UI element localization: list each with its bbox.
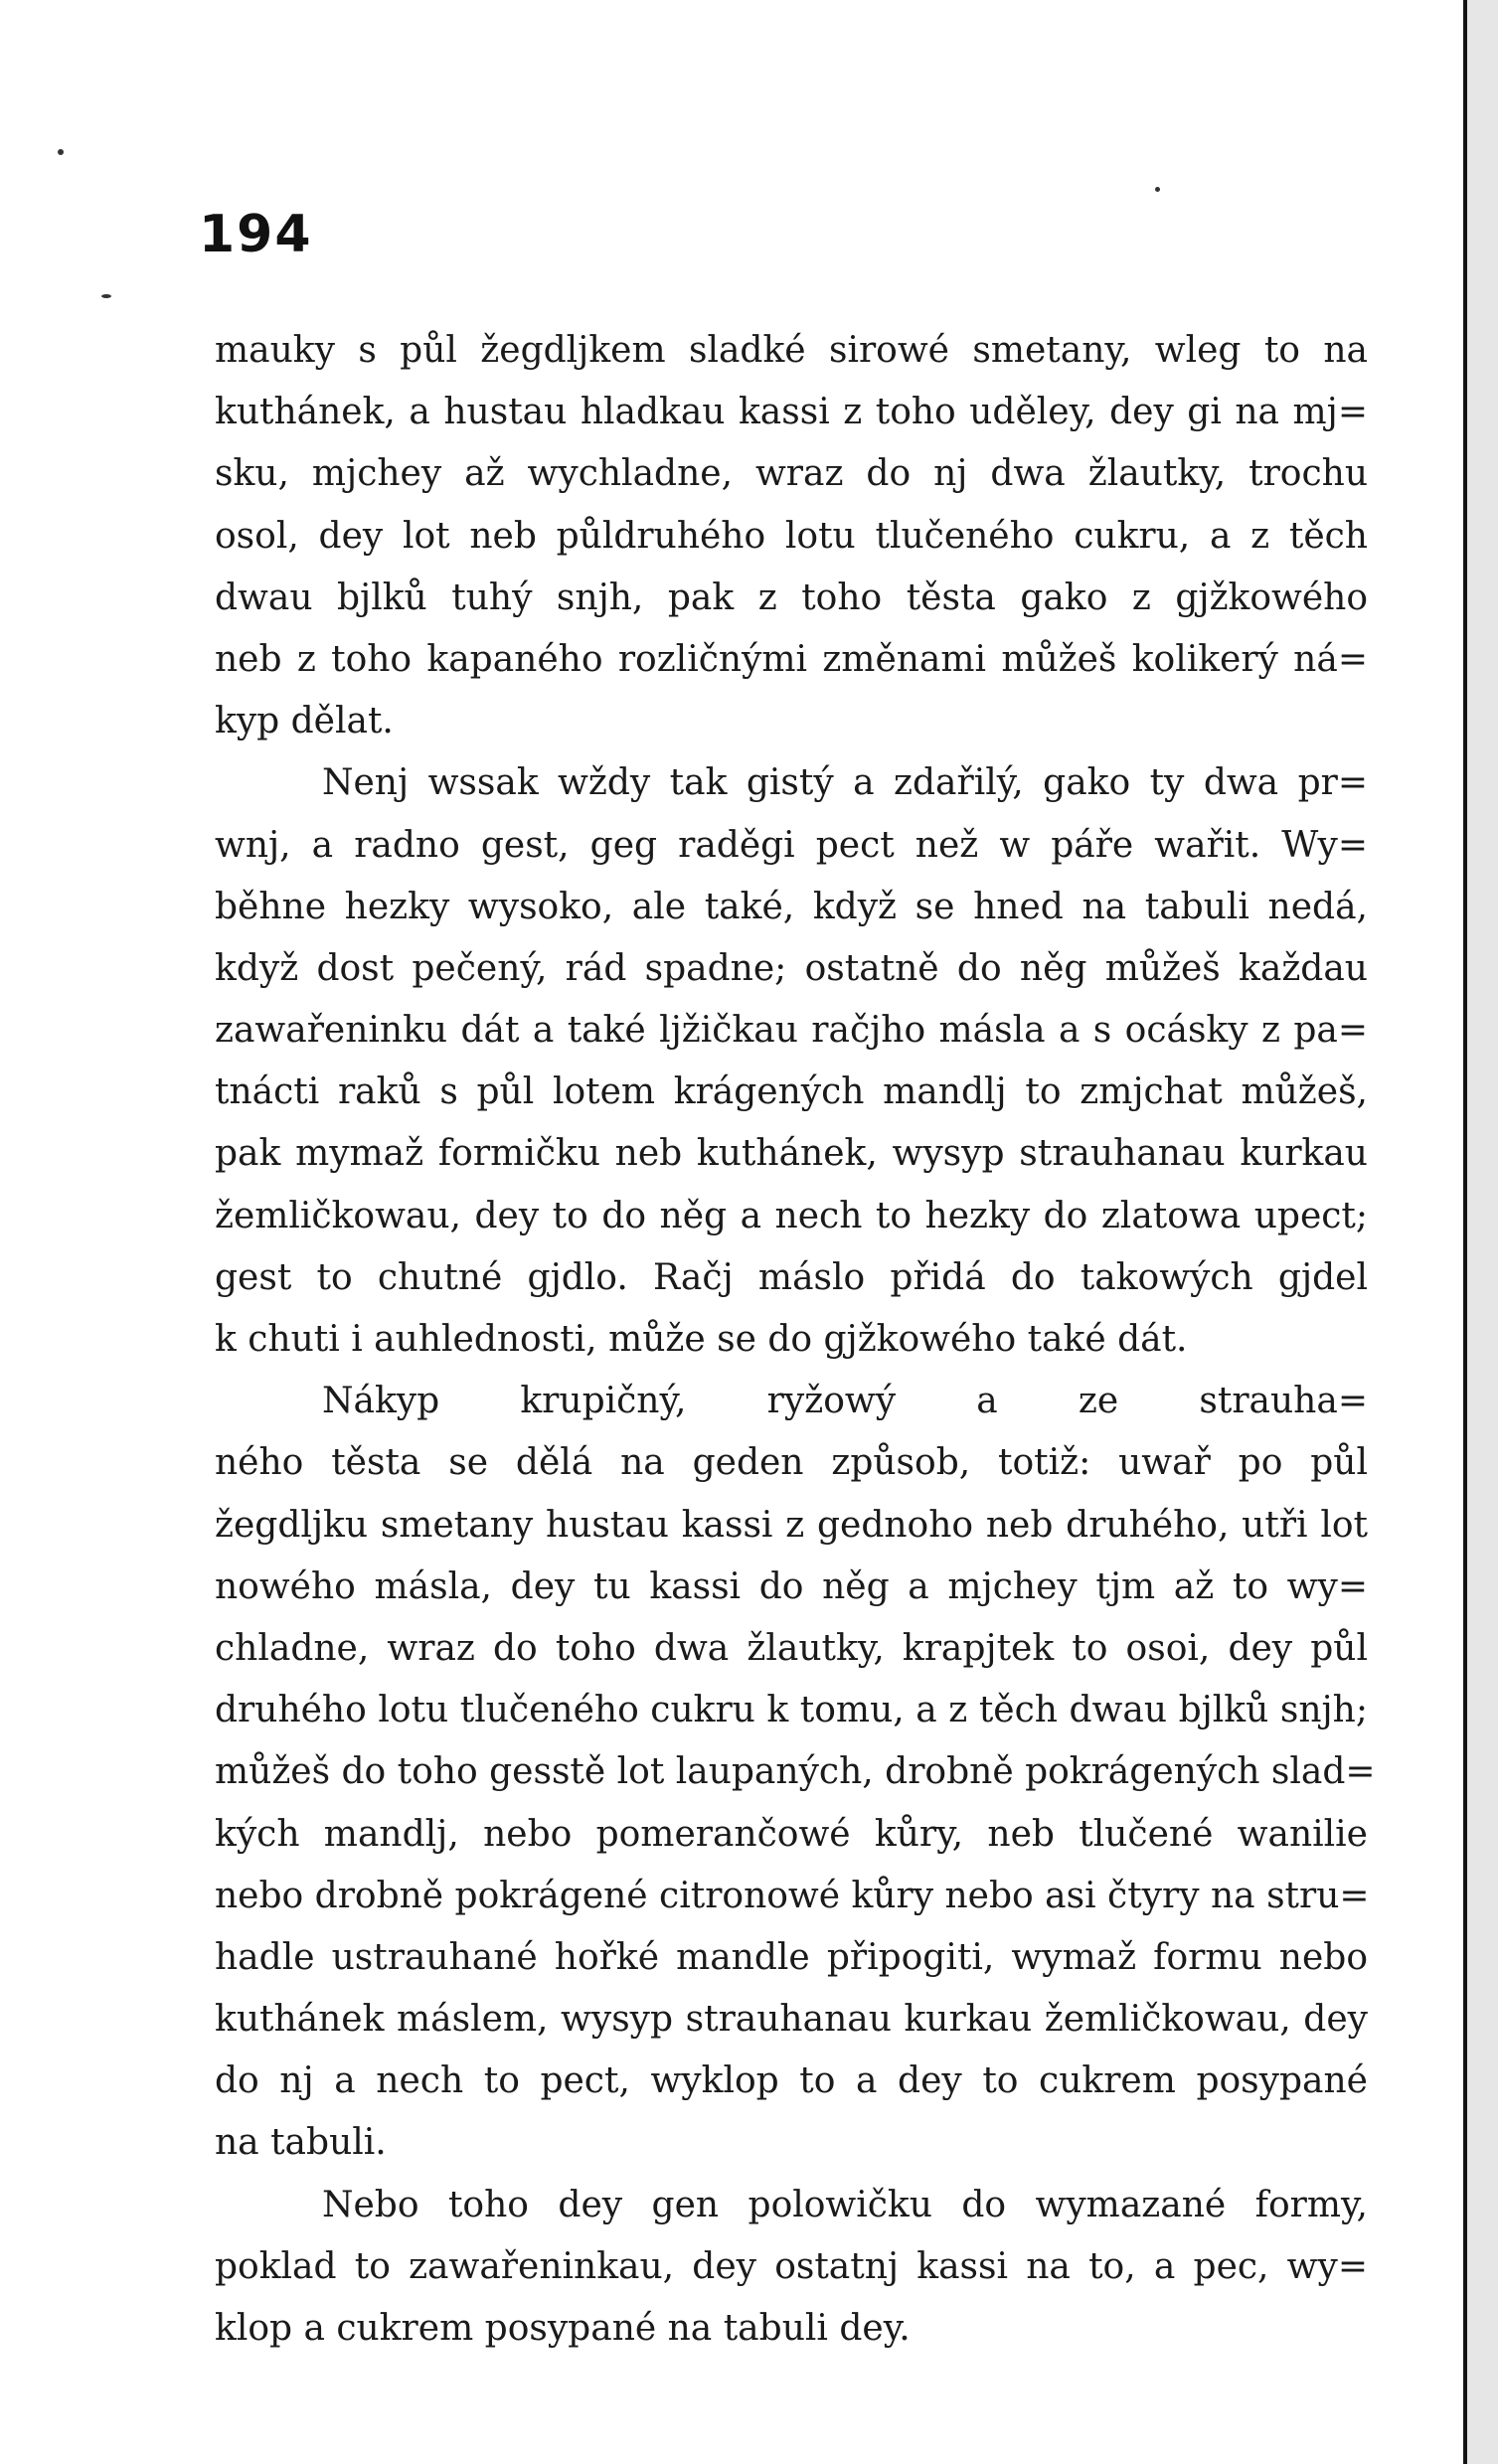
text-line: ného těsta se dělá na geden způsob, totiž: uwař po půl	[215, 1442, 1368, 1484]
text-line: druhého lotu tlučeného cukru k tomu, a z těch dwau bjlků snjh;	[215, 1690, 1368, 1731]
text-line: Nebo toho dey gen polowičku do wymazané formy,	[322, 2184, 1368, 2225]
scan-speck	[1155, 187, 1160, 192]
text-line: nowého másla, dey tu kassi do něg a mjchey tjm až to wy=	[215, 1565, 1368, 1607]
text-line: wnj, a radno gest, geg raděgi pect než w páře wařit. Wy=	[215, 824, 1368, 866]
text-line: osol, dey lot neb půldruhého lotu tlučeného cukru, a z těch	[215, 515, 1368, 557]
scan-speck	[101, 294, 111, 298]
text-line: chladne, wraz do toho dwa žlautky, krapjtek to osoi, dey půl	[215, 1627, 1368, 1669]
text-line: žemličkowau, dey to do něg a nech to hezky do zlatowa upect;	[215, 1195, 1368, 1236]
text-line: tnácti raků s půl lotem krágených mandlj to zmjchat můžeš,	[215, 1071, 1368, 1113]
text-line: zawařeninku dát a také ljžičkau račjho másla a s ocásky z pa=	[215, 1010, 1368, 1052]
text-line: běhne hezky wysoko, ale také, když se hned na tabuli nedá,	[215, 886, 1368, 927]
text-line: pak mymaž formičku neb kuthánek, wysyp strauhanau kurkau	[215, 1133, 1368, 1175]
scan-speck	[58, 149, 64, 155]
text-line: Nenj wssak wždy tak gistý a zdařilý, gako ty dwa pr=	[322, 762, 1368, 804]
text-line: kuthánek, a hustau hladkau kassi z toho uděley, dey gi na mj=	[215, 392, 1368, 433]
text-line: Nákyp krupičný, ryžowý a ze strauha=	[322, 1381, 1368, 1422]
text-line: dwau bjlků tuhý snjh, pak z toho těsta gako z gjžkowého	[215, 576, 1368, 618]
text-line: neb z toho kapaného rozličnými změnami můžeš kolikerý ná=	[215, 638, 1368, 680]
page-number: 194	[199, 205, 313, 264]
scan-edge	[1467, 0, 1498, 2464]
text-line: sku, mjchey až wychladne, wraz do nj dwa žlautky, trochu	[215, 453, 1368, 495]
text-line: mauky s půl žegdljkem sladké sirowé smetany, wleg to na	[215, 330, 1368, 371]
text-line: nebo drobně pokrágené citronowé kůry nebo asi čtyry na stru=	[215, 1875, 1370, 1916]
text-line: žegdljku smetany hustau kassi z gednoho neb druhého, utři lot	[215, 1504, 1368, 1546]
text-line: gest to chutné gjdlo. Račj máslo přidá do takowých gjdel	[215, 1256, 1368, 1298]
text-line: hadle ustrauhané hořké mandle připogiti, wymaž formu nebo	[215, 1936, 1368, 1978]
text-line: můžeš do toho gesstě lot laupaných, drobně pokrágených slad=	[215, 1751, 1376, 1793]
text-line: do nj a nech to pect, wyklop to a dey to cukrem posypané	[215, 2060, 1368, 2102]
text-line: klop a cukrem posypané na tabuli dey.	[215, 2308, 911, 2349]
text-line: když dost pečený, rád spadne; ostatně do něg můžeš každau	[215, 947, 1368, 989]
text-line: kých mandlj, nebo pomerančowé kůry, neb tlučené wanilie	[215, 1813, 1368, 1855]
text-line: poklad to zawařeninkau, dey ostatnj kassi na to, a pec, wy=	[215, 2245, 1368, 2287]
text-line: kyp dělat.	[215, 701, 394, 742]
page-body-text	[215, 320, 1376, 2360]
text-line: k chuti i auhlednosti, může se do gjžkowého také dát.	[215, 1319, 1188, 1360]
text-line: kuthánek máslem, wysyp strauhanau kurkau žemličkowau, dey	[215, 1999, 1368, 2041]
text-line: na tabuli.	[215, 2122, 387, 2164]
